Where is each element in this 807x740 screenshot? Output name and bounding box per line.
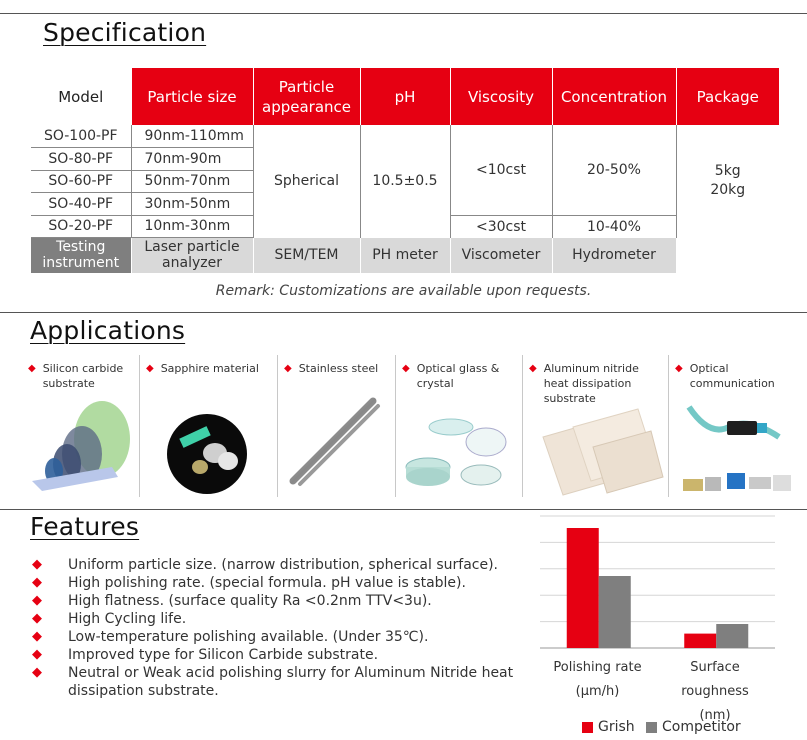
ph-cell: 10.5±0.5 <box>360 125 450 238</box>
diamond-bullet-icon: ◆ <box>32 629 42 644</box>
model-cell: SO-100-PF <box>31 125 131 148</box>
size-cell: 50nm-70nm <box>131 170 253 193</box>
diamond-bullet-icon: ◆ <box>28 363 36 374</box>
header-package: Package <box>676 68 779 125</box>
application-silicon-carbide <box>22 355 140 497</box>
applications-rule <box>0 312 807 313</box>
application-aluminum-nitride <box>523 355 669 497</box>
category-label-polishing-rate: Polishing rate (μm/h) <box>553 660 642 699</box>
list-item: ◆ Low-temperature polishing available. (Under 35℃). <box>32 629 429 645</box>
application-label: Optical glass & crystal <box>416 362 500 390</box>
comparison-chart <box>540 510 807 740</box>
header-viscosity: Viscosity <box>450 68 552 125</box>
size-cell: 90nm-110mm <box>131 125 253 148</box>
instrument-ph: PH meter <box>360 238 450 273</box>
aluminum-nitride-plates-icon <box>523 397 669 497</box>
application-label: Optical communication <box>689 362 775 390</box>
optical-glass-icon <box>396 387 523 497</box>
remark-text: Remark: Customizations are available upon requests. <box>215 283 592 299</box>
viscosity-cell-last: <30cst <box>450 215 552 238</box>
comparison-chart-svg <box>540 510 807 660</box>
viscosity-cell: <10cst <box>450 125 552 215</box>
list-item: ◆ Uniform particle size. (narrow distribution, spherical surface). <box>32 557 499 573</box>
bar-grish-0 <box>567 528 599 648</box>
silicon-carbide-wafers-icon <box>22 389 140 499</box>
size-cell: 30nm-50nm <box>131 193 253 216</box>
top-rule <box>0 13 807 14</box>
list-item: ◆ High polishing rate. (special formula. pH value is stable). <box>32 575 466 591</box>
instrument-viscosity: Viscometer <box>450 238 552 273</box>
diamond-bullet-icon: ◆ <box>32 665 42 680</box>
list-item: ◆ Neutral or Weak acid polishing slurry for Aluminum Nitride heat dissipation substrate. <box>32 665 514 699</box>
instrument-empty <box>676 238 779 273</box>
legend-swatch-grish <box>582 722 593 733</box>
model-cell: SO-60-PF <box>31 170 131 193</box>
application-label: Sapphire material <box>160 362 259 375</box>
specification-table <box>31 68 780 273</box>
sapphire-icon <box>140 387 278 497</box>
model-cell: SO-80-PF <box>31 148 131 171</box>
fiber-connector-icon <box>669 397 807 497</box>
package-line-1: 5kg <box>714 163 741 180</box>
package-cell <box>676 125 779 238</box>
diamond-bullet-icon: ◆ <box>402 363 410 374</box>
diamond-bullet-icon: ◆ <box>529 363 537 374</box>
application-stainless-steel <box>278 355 396 497</box>
list-item: ◆ Improved type for Silicon Carbide substrate. <box>32 647 379 663</box>
concentration-cell: 20-50% <box>552 125 676 215</box>
application-optical-glass <box>396 355 523 497</box>
list-item: ◆ High Cycling life. <box>32 611 187 627</box>
diamond-bullet-icon: ◆ <box>284 363 292 374</box>
diamond-bullet-icon: ◆ <box>32 557 42 572</box>
concentration-cell-last: 10-40% <box>552 215 676 238</box>
diamond-bullet-icon: ◆ <box>32 575 42 590</box>
instrument-concentration: Hydrometer <box>552 238 676 273</box>
appearance-cell: Spherical <box>253 125 360 238</box>
applications-title: Applications <box>30 316 186 345</box>
header-particle-size: Particle size <box>131 68 253 125</box>
list-item: ◆ High flatness. (surface quality Ra <0.2nm TTV<3u). <box>32 593 432 609</box>
bar-competitor-1 <box>716 624 748 648</box>
features-title: Features <box>30 512 140 541</box>
instrument-label: Testing instrument <box>31 238 131 273</box>
bar-competitor-0 <box>599 576 631 648</box>
header-ph: pH <box>360 68 450 125</box>
features-list <box>32 556 522 700</box>
diamond-bullet-icon: ◆ <box>32 593 42 608</box>
size-cell: 10nm-30nm <box>131 215 253 238</box>
header-concentration: Concentration <box>552 68 676 125</box>
application-label: Aluminum nitride heat dissipation substrate <box>543 362 639 405</box>
application-label: Silicon carbide substrate <box>42 362 124 390</box>
legend-competitor: Competitor <box>646 719 741 735</box>
legend-grish: Grish <box>582 719 635 735</box>
diamond-bullet-icon: ◆ <box>32 611 42 626</box>
specification-title: Specification <box>43 18 207 47</box>
application-sapphire <box>140 355 278 497</box>
size-cell: 70nm-90m <box>131 148 253 171</box>
bar-grish-1 <box>684 634 716 648</box>
diamond-bullet-icon: ◆ <box>675 363 683 374</box>
diamond-bullet-icon: ◆ <box>32 647 42 662</box>
legend-swatch-competitor <box>646 722 657 733</box>
instrument-particle-size: Laser particle analyzer <box>131 238 253 273</box>
model-cell: SO-20-PF <box>31 215 131 238</box>
application-optical-communication <box>669 355 807 497</box>
steel-rod-icon <box>278 389 396 499</box>
header-particle-appearance: Particle appearance <box>253 68 360 125</box>
application-label: Stainless steel <box>298 362 379 375</box>
model-cell: SO-40-PF <box>31 193 131 216</box>
specification-table-wrap <box>31 68 780 273</box>
package-line-2: 20kg <box>710 182 746 199</box>
category-label-surface-roughness: Surface roughness (nm) <box>681 660 749 723</box>
diamond-bullet-icon: ◆ <box>146 363 154 374</box>
instrument-appearance: SEM/TEM <box>253 238 360 273</box>
header-model: Model <box>31 68 131 125</box>
